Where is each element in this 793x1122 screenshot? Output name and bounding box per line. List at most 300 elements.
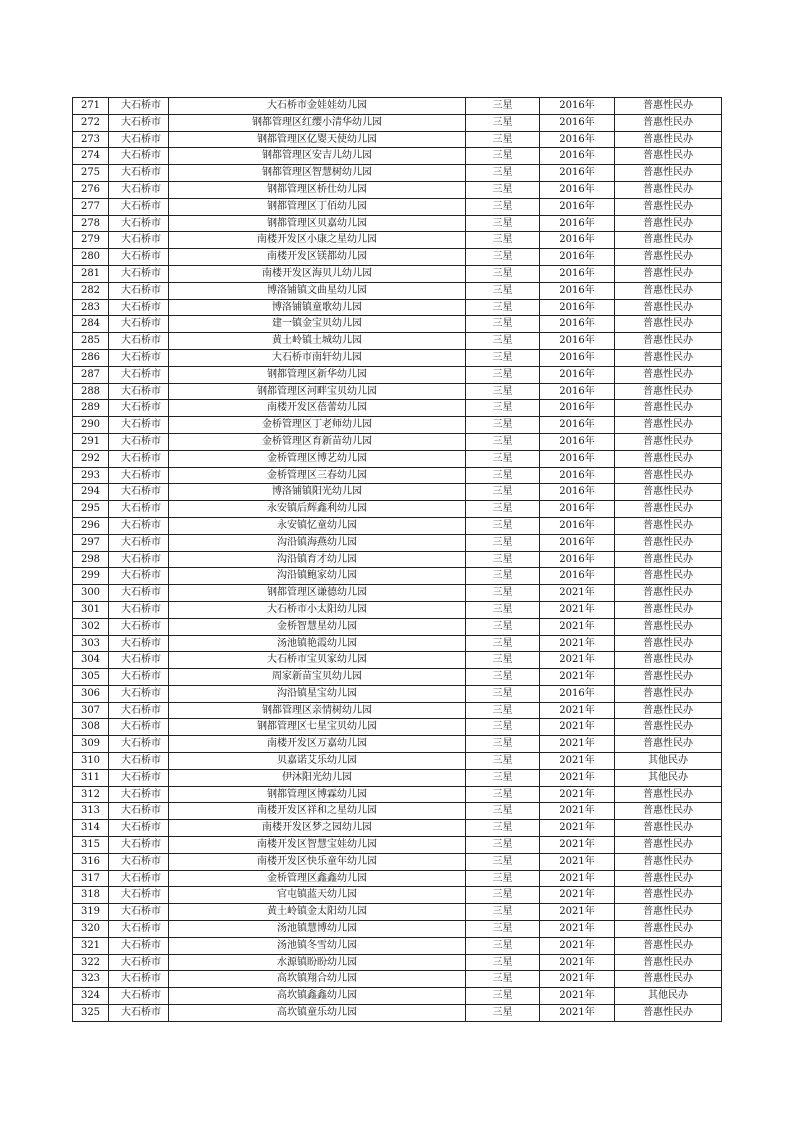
- kindergarten-name-cell: 南楼开发区快乐童年幼儿园: [169, 853, 466, 870]
- table-row: [73, 769, 722, 786]
- row-number: 296: [73, 517, 109, 534]
- city-cell: 大石桥市: [109, 517, 169, 534]
- kindergarten-name-cell: 高坎镇童乐幼儿园: [169, 1005, 466, 1022]
- ownership-type-cell: 普惠性民办: [615, 921, 722, 938]
- year-cell: 2021年: [540, 937, 615, 954]
- kindergarten-name-cell: 钢都管理区七星宝贝幼儿园: [169, 719, 466, 736]
- city-cell: 大石桥市: [109, 685, 169, 702]
- row-number: 325: [73, 1005, 109, 1022]
- kindergarten-name-cell: 钢都管理区贝嘉幼儿园: [169, 215, 466, 232]
- city-cell: 大石桥市: [109, 937, 169, 954]
- table-row: [73, 417, 722, 434]
- grade-cell: 三星: [466, 249, 540, 266]
- row-number: 313: [73, 803, 109, 820]
- kindergarten-name-cell: 金桥智慧星幼儿园: [169, 618, 466, 635]
- table-row: [73, 148, 722, 165]
- grade-cell: 三星: [466, 820, 540, 837]
- kindergarten-name-cell: 金桥管理区丁老师幼儿园: [169, 417, 466, 434]
- kindergarten-name-cell: 金桥管理区博艺幼儿园: [169, 450, 466, 467]
- kindergarten-table: [72, 97, 722, 1022]
- row-number: 298: [73, 551, 109, 568]
- table-row: [73, 803, 722, 820]
- year-cell: 2016年: [540, 98, 615, 115]
- table-row: [73, 635, 722, 652]
- year-cell: 2021年: [540, 753, 615, 770]
- table-row: [73, 333, 722, 350]
- kindergarten-name-cell: 高坎镇翔合幼儿园: [169, 971, 466, 988]
- grade-cell: 三星: [466, 417, 540, 434]
- city-cell: 大石桥市: [109, 669, 169, 686]
- row-number: 304: [73, 652, 109, 669]
- kindergarten-name-cell: 南楼开发区万嘉幼儿园: [169, 736, 466, 753]
- row-number: 308: [73, 719, 109, 736]
- row-number: 305: [73, 669, 109, 686]
- table-row: [73, 904, 722, 921]
- year-cell: 2016年: [540, 400, 615, 417]
- kindergarten-name-cell: 沟沿镇鲍家幼儿园: [169, 568, 466, 585]
- city-cell: 大石桥市: [109, 484, 169, 501]
- ownership-type-cell: 普惠性民办: [615, 551, 722, 568]
- year-cell: 2021年: [540, 669, 615, 686]
- kindergarten-name-cell: 博洛铺镇文曲星幼儿园: [169, 282, 466, 299]
- year-cell: 2016年: [540, 484, 615, 501]
- year-cell: 2021年: [540, 635, 615, 652]
- kindergarten-name-cell: 钢都管理区亲情树幼儿园: [169, 702, 466, 719]
- ownership-type-cell: 普惠性民办: [615, 433, 722, 450]
- city-cell: 大石桥市: [109, 198, 169, 215]
- grade-cell: 三星: [466, 165, 540, 182]
- city-cell: 大石桥市: [109, 585, 169, 602]
- table-row: [73, 98, 722, 115]
- kindergarten-name-cell: 钢都管理区新华幼儿园: [169, 366, 466, 383]
- kindergarten-name-cell: 南楼开发区蓓蕾幼儿园: [169, 400, 466, 417]
- row-number: 286: [73, 349, 109, 366]
- city-cell: 大石桥市: [109, 601, 169, 618]
- table-row: [73, 954, 722, 971]
- city-cell: 大石桥市: [109, 1005, 169, 1022]
- grade-cell: 三星: [466, 433, 540, 450]
- city-cell: 大石桥市: [109, 870, 169, 887]
- kindergarten-name-cell: 金桥管理区育新苗幼儿园: [169, 433, 466, 450]
- year-cell: 2021年: [540, 921, 615, 938]
- table-row: [73, 786, 722, 803]
- city-cell: 大石桥市: [109, 131, 169, 148]
- kindergarten-name-cell: 水源镇盼盼幼儿园: [169, 954, 466, 971]
- grade-cell: 三星: [466, 517, 540, 534]
- kindergarten-name-cell: 博洛铺镇童歌幼儿园: [169, 299, 466, 316]
- ownership-type-cell: 普惠性民办: [615, 568, 722, 585]
- table-row: [73, 736, 722, 753]
- year-cell: 2016年: [540, 181, 615, 198]
- kindergarten-name-cell: 钢都管理区亿婴天使幼儿园: [169, 131, 466, 148]
- kindergarten-name-cell: 沟沿镇海燕幼儿园: [169, 534, 466, 551]
- table-row: [73, 433, 722, 450]
- city-cell: 大石桥市: [109, 988, 169, 1005]
- year-cell: 2016年: [540, 366, 615, 383]
- city-cell: 大石桥市: [109, 954, 169, 971]
- city-cell: 大石桥市: [109, 417, 169, 434]
- row-number: 284: [73, 316, 109, 333]
- table-row: [73, 685, 722, 702]
- table-row: [73, 349, 722, 366]
- city-cell: 大石桥市: [109, 383, 169, 400]
- ownership-type-cell: 普惠性民办: [615, 820, 722, 837]
- ownership-type-cell: 普惠性民办: [615, 131, 722, 148]
- row-number: 271: [73, 98, 109, 115]
- grade-cell: 三星: [466, 736, 540, 753]
- table-row: [73, 568, 722, 585]
- ownership-type-cell: 普惠性民办: [615, 601, 722, 618]
- city-cell: 大石桥市: [109, 299, 169, 316]
- city-cell: 大石桥市: [109, 249, 169, 266]
- grade-cell: 三星: [466, 803, 540, 820]
- grade-cell: 三星: [466, 921, 540, 938]
- kindergarten-name-cell: 南楼开发区小康之星幼儿园: [169, 232, 466, 249]
- table-row: [73, 181, 722, 198]
- year-cell: 2021年: [540, 786, 615, 803]
- city-cell: 大石桥市: [109, 786, 169, 803]
- kindergarten-name-cell: 大石桥市金娃娃幼儿园: [169, 98, 466, 115]
- kindergarten-name-cell: 钢都管理区安吉儿幼儿园: [169, 148, 466, 165]
- ownership-type-cell: 普惠性民办: [615, 249, 722, 266]
- row-number: 287: [73, 366, 109, 383]
- year-cell: 2016年: [540, 685, 615, 702]
- ownership-type-cell: 普惠性民办: [615, 585, 722, 602]
- row-number: 272: [73, 114, 109, 131]
- grade-cell: 三星: [466, 685, 540, 702]
- grade-cell: 三星: [466, 568, 540, 585]
- row-number: 293: [73, 467, 109, 484]
- grade-cell: 三星: [466, 316, 540, 333]
- year-cell: 2021年: [540, 853, 615, 870]
- table-row: [73, 669, 722, 686]
- grade-cell: 三星: [466, 265, 540, 282]
- city-cell: 大石桥市: [109, 568, 169, 585]
- grade-cell: 三星: [466, 333, 540, 350]
- year-cell: 2016年: [540, 215, 615, 232]
- row-number: 319: [73, 904, 109, 921]
- city-cell: 大石桥市: [109, 181, 169, 198]
- year-cell: 2016年: [540, 265, 615, 282]
- table-row: [73, 383, 722, 400]
- ownership-type-cell: 普惠性民办: [615, 467, 722, 484]
- row-number: 307: [73, 702, 109, 719]
- city-cell: 大石桥市: [109, 769, 169, 786]
- year-cell: 2016年: [540, 198, 615, 215]
- city-cell: 大石桥市: [109, 534, 169, 551]
- ownership-type-cell: 普惠性民办: [615, 114, 722, 131]
- grade-cell: 三星: [466, 148, 540, 165]
- year-cell: 2021年: [540, 803, 615, 820]
- year-cell: 2021年: [540, 971, 615, 988]
- row-number: 299: [73, 568, 109, 585]
- table-row: [73, 450, 722, 467]
- grade-cell: 三星: [466, 232, 540, 249]
- table-row: [73, 551, 722, 568]
- ownership-type-cell: 普惠性民办: [615, 148, 722, 165]
- ownership-type-cell: 普惠性民办: [615, 887, 722, 904]
- table-row: [73, 652, 722, 669]
- grade-cell: 三星: [466, 937, 540, 954]
- grade-cell: 三星: [466, 618, 540, 635]
- ownership-type-cell: 普惠性民办: [615, 870, 722, 887]
- year-cell: 2016年: [540, 433, 615, 450]
- city-cell: 大石桥市: [109, 467, 169, 484]
- kindergarten-name-cell: 钢都管理区河畔宝贝幼儿园: [169, 383, 466, 400]
- year-cell: 2016年: [540, 383, 615, 400]
- kindergarten-name-cell: 黄土岭镇金太阳幼儿园: [169, 904, 466, 921]
- city-cell: 大石桥市: [109, 904, 169, 921]
- ownership-type-cell: 普惠性民办: [615, 450, 722, 467]
- year-cell: 2016年: [540, 349, 615, 366]
- ownership-type-cell: 其他民办: [615, 988, 722, 1005]
- city-cell: 大石桥市: [109, 887, 169, 904]
- year-cell: 2016年: [540, 299, 615, 316]
- row-number: 281: [73, 265, 109, 282]
- kindergarten-name-cell: 黄土岭镇土城幼儿园: [169, 333, 466, 350]
- year-cell: 2021年: [540, 719, 615, 736]
- grade-cell: 三星: [466, 131, 540, 148]
- city-cell: 大石桥市: [109, 719, 169, 736]
- grade-cell: 三星: [466, 282, 540, 299]
- city-cell: 大石桥市: [109, 98, 169, 115]
- ownership-type-cell: 普惠性民办: [615, 316, 722, 333]
- grade-cell: 三星: [466, 652, 540, 669]
- grade-cell: 三星: [466, 467, 540, 484]
- ownership-type-cell: 其他民办: [615, 769, 722, 786]
- year-cell: 2021年: [540, 904, 615, 921]
- table-row: [73, 299, 722, 316]
- table-row: [73, 501, 722, 518]
- ownership-type-cell: 普惠性民办: [615, 299, 722, 316]
- ownership-type-cell: 普惠性民办: [615, 349, 722, 366]
- kindergarten-name-cell: 南楼开发区海贝儿幼儿园: [169, 265, 466, 282]
- ownership-type-cell: 普惠性民办: [615, 669, 722, 686]
- ownership-type-cell: 普惠性民办: [615, 215, 722, 232]
- ownership-type-cell: 普惠性民办: [615, 652, 722, 669]
- kindergarten-name-cell: 钢都管理区红缨小清华幼儿园: [169, 114, 466, 131]
- year-cell: 2016年: [540, 467, 615, 484]
- ownership-type-cell: 普惠性民办: [615, 198, 722, 215]
- row-number: 302: [73, 618, 109, 635]
- row-number: 300: [73, 585, 109, 602]
- year-cell: 2016年: [540, 165, 615, 182]
- table-row: [73, 366, 722, 383]
- table-row: [73, 467, 722, 484]
- ownership-type-cell: 普惠性民办: [615, 736, 722, 753]
- grade-cell: 三星: [466, 887, 540, 904]
- grade-cell: 三星: [466, 349, 540, 366]
- year-cell: 2021年: [540, 887, 615, 904]
- grade-cell: 三星: [466, 904, 540, 921]
- city-cell: 大石桥市: [109, 433, 169, 450]
- city-cell: 大石桥市: [109, 501, 169, 518]
- year-cell: 2016年: [540, 232, 615, 249]
- table-row: [73, 215, 722, 232]
- ownership-type-cell: 普惠性民办: [615, 417, 722, 434]
- year-cell: 2021年: [540, 702, 615, 719]
- year-cell: 2016年: [540, 568, 615, 585]
- city-cell: 大石桥市: [109, 853, 169, 870]
- table-row: [73, 484, 722, 501]
- table-row: [73, 971, 722, 988]
- row-number: 276: [73, 181, 109, 198]
- kindergarten-name-cell: 周家新苗宝贝幼儿园: [169, 669, 466, 686]
- row-number: 310: [73, 753, 109, 770]
- year-cell: 2021年: [540, 837, 615, 854]
- kindergarten-name-cell: 汤池镇慧博幼儿园: [169, 921, 466, 938]
- row-number: 324: [73, 988, 109, 1005]
- grade-cell: 三星: [466, 601, 540, 618]
- kindergarten-name-cell: 大石桥市宝贝家幼儿园: [169, 652, 466, 669]
- year-cell: 2016年: [540, 249, 615, 266]
- year-cell: 2016年: [540, 316, 615, 333]
- ownership-type-cell: 普惠性民办: [615, 904, 722, 921]
- year-cell: 2016年: [540, 501, 615, 518]
- kindergarten-name-cell: 钢都管理区谦德幼儿园: [169, 585, 466, 602]
- city-cell: 大石桥市: [109, 450, 169, 467]
- table-row: [73, 316, 722, 333]
- ownership-type-cell: 普惠性民办: [615, 837, 722, 854]
- row-number: 294: [73, 484, 109, 501]
- row-number: 314: [73, 820, 109, 837]
- row-number: 311: [73, 769, 109, 786]
- row-number: 306: [73, 685, 109, 702]
- table-row: [73, 988, 722, 1005]
- kindergarten-name-cell: 官屯镇蓝天幼儿园: [169, 887, 466, 904]
- year-cell: 2016年: [540, 551, 615, 568]
- row-number: 275: [73, 165, 109, 182]
- table-row: [73, 719, 722, 736]
- city-cell: 大石桥市: [109, 837, 169, 854]
- table-row: [73, 282, 722, 299]
- row-number: 301: [73, 601, 109, 618]
- row-number: 285: [73, 333, 109, 350]
- year-cell: 2016年: [540, 417, 615, 434]
- city-cell: 大石桥市: [109, 265, 169, 282]
- year-cell: 2021年: [540, 820, 615, 837]
- kindergarten-name-cell: 汤池镇艳霞幼儿园: [169, 635, 466, 652]
- ownership-type-cell: 普惠性民办: [615, 501, 722, 518]
- table-body: [73, 98, 722, 1022]
- grade-cell: 三星: [466, 383, 540, 400]
- kindergarten-name-cell: 永安镇忆童幼儿园: [169, 517, 466, 534]
- year-cell: 2021年: [540, 769, 615, 786]
- year-cell: 2021年: [540, 736, 615, 753]
- city-cell: 大石桥市: [109, 333, 169, 350]
- grade-cell: 三星: [466, 870, 540, 887]
- table-row: [73, 198, 722, 215]
- kindergarten-name-cell: 钢都管理区智慧树幼儿园: [169, 165, 466, 182]
- ownership-type-cell: 普惠性民办: [615, 954, 722, 971]
- grade-cell: 三星: [466, 635, 540, 652]
- year-cell: 2021年: [540, 954, 615, 971]
- kindergarten-name-cell: 金桥管理区三春幼儿园: [169, 467, 466, 484]
- grade-cell: 三星: [466, 971, 540, 988]
- ownership-type-cell: 普惠性民办: [615, 282, 722, 299]
- kindergarten-name-cell: 汤池镇冬雪幼儿园: [169, 937, 466, 954]
- table-row: [73, 165, 722, 182]
- row-number: 318: [73, 887, 109, 904]
- row-number: 288: [73, 383, 109, 400]
- city-cell: 大石桥市: [109, 316, 169, 333]
- city-cell: 大石桥市: [109, 114, 169, 131]
- grade-cell: 三星: [466, 769, 540, 786]
- ownership-type-cell: 普惠性民办: [615, 181, 722, 198]
- ownership-type-cell: 普惠性民办: [615, 98, 722, 115]
- kindergarten-name-cell: 钢都管理区丁佰幼儿园: [169, 198, 466, 215]
- kindergarten-name-cell: 南楼开发区智慧宝娃幼儿园: [169, 837, 466, 854]
- row-number: 309: [73, 736, 109, 753]
- ownership-type-cell: 普惠性民办: [615, 265, 722, 282]
- row-number: 273: [73, 131, 109, 148]
- kindergarten-name-cell: 南楼开发区祥和之星幼儿园: [169, 803, 466, 820]
- kindergarten-name-cell: 大石桥市南轩幼儿园: [169, 349, 466, 366]
- city-cell: 大石桥市: [109, 635, 169, 652]
- ownership-type-cell: 普惠性民办: [615, 618, 722, 635]
- row-number: 322: [73, 954, 109, 971]
- kindergarten-name-cell: 钢都管理区桥仕幼儿园: [169, 181, 466, 198]
- ownership-type-cell: 普惠性民办: [615, 786, 722, 803]
- city-cell: 大石桥市: [109, 803, 169, 820]
- row-number: 277: [73, 198, 109, 215]
- table-row: [73, 517, 722, 534]
- city-cell: 大石桥市: [109, 349, 169, 366]
- row-number: 283: [73, 299, 109, 316]
- grade-cell: 三星: [466, 366, 540, 383]
- table-row: [73, 265, 722, 282]
- row-number: 315: [73, 837, 109, 854]
- ownership-type-cell: 普惠性民办: [615, 534, 722, 551]
- kindergarten-name-cell: 高坎镇鑫鑫幼儿园: [169, 988, 466, 1005]
- table-row: [73, 601, 722, 618]
- grade-cell: 三星: [466, 719, 540, 736]
- row-number: 279: [73, 232, 109, 249]
- row-number: 278: [73, 215, 109, 232]
- year-cell: 2021年: [540, 585, 615, 602]
- table-row: [73, 937, 722, 954]
- grade-cell: 三星: [466, 215, 540, 232]
- table-row: [73, 534, 722, 551]
- ownership-type-cell: 普惠性民办: [615, 400, 722, 417]
- ownership-type-cell: 普惠性民办: [615, 702, 722, 719]
- ownership-type-cell: 普惠性民办: [615, 366, 722, 383]
- year-cell: 2016年: [540, 534, 615, 551]
- row-number: 323: [73, 971, 109, 988]
- city-cell: 大石桥市: [109, 551, 169, 568]
- grade-cell: 三星: [466, 114, 540, 131]
- row-number: 292: [73, 450, 109, 467]
- row-number: 282: [73, 282, 109, 299]
- table-row: [73, 853, 722, 870]
- year-cell: 2016年: [540, 282, 615, 299]
- row-number: 289: [73, 400, 109, 417]
- grade-cell: 三星: [466, 484, 540, 501]
- row-number: 317: [73, 870, 109, 887]
- year-cell: 2016年: [540, 148, 615, 165]
- year-cell: 2021年: [540, 601, 615, 618]
- ownership-type-cell: 普惠性民办: [615, 971, 722, 988]
- ownership-type-cell: 其他民办: [615, 753, 722, 770]
- row-number: 321: [73, 937, 109, 954]
- kindergarten-name-cell: 伊沐阳光幼儿园: [169, 769, 466, 786]
- grade-cell: 三星: [466, 753, 540, 770]
- grade-cell: 三星: [466, 450, 540, 467]
- city-cell: 大石桥市: [109, 702, 169, 719]
- grade-cell: 三星: [466, 1005, 540, 1022]
- table-row: [73, 887, 722, 904]
- ownership-type-cell: 普惠性民办: [615, 517, 722, 534]
